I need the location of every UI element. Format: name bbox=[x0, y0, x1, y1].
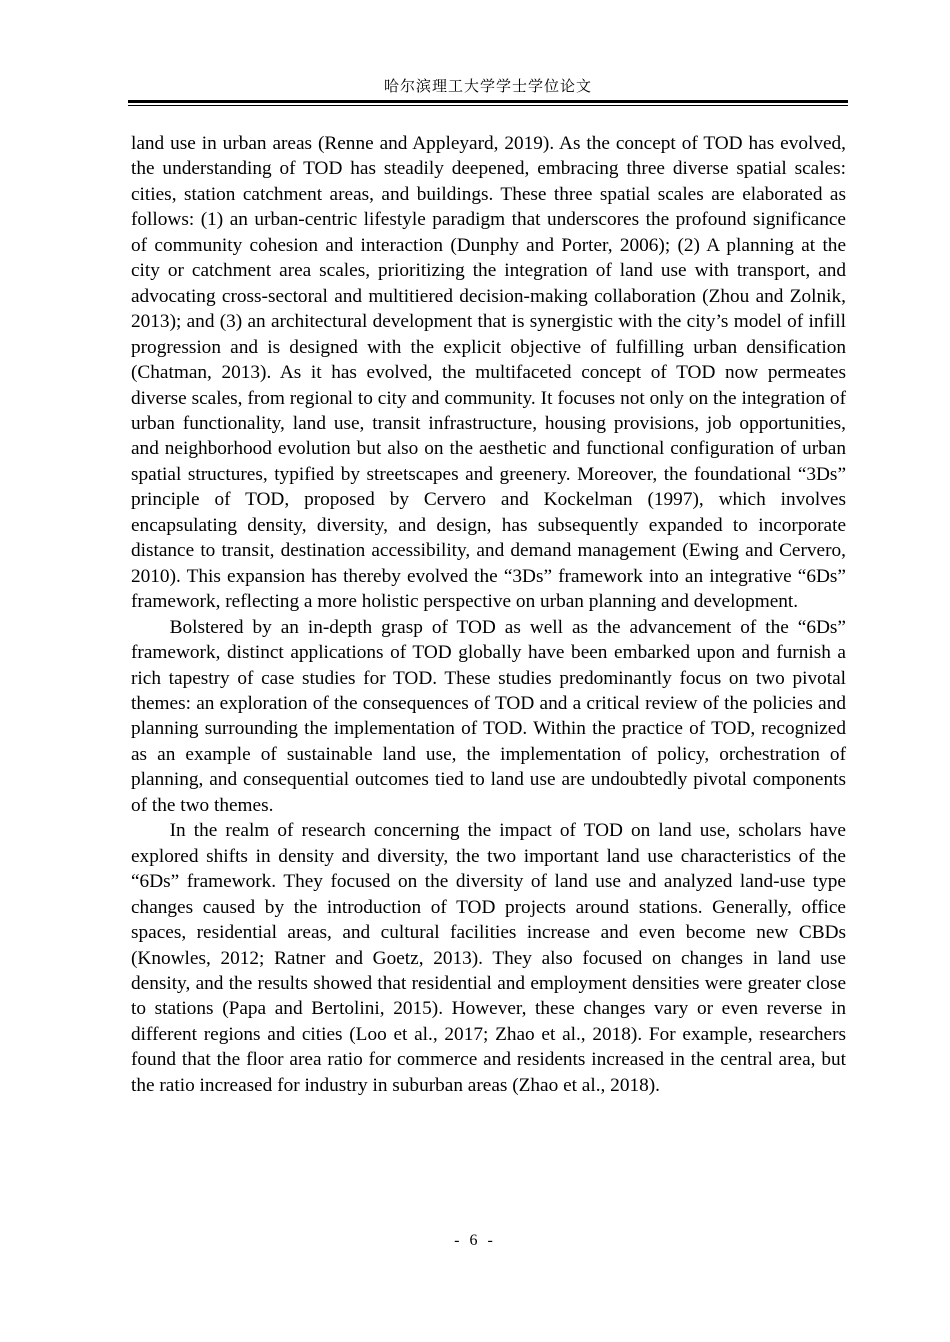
paragraph-continued: land use in urban areas (Renne and Appleyard, 2019). As the concept of TOD has evolved, the understanding of TOD has steadily deepened, embracing three diverse spatial scales: cities, station catchment areas, and buildings. These three spatial scales are elaborated as follows: (1) an urban-centric lifestyle paradigm that underscores the profound significance of community cohesion and interaction (Dunphy and Porter, 2006); (2) A planning at the city or catchment area scales, prioritizing the integration of land use with transport, and advocating cross-sectoral and multitiered decision-making collaboration (Zhou and Zolnik, 2013); and (3) an architectural development that is synergistic with the city’s model of infill progression and is designed with the explicit objective of fulfilling urban densification (Chatman, 2013). As it has evolved, the multifaceted concept of TOD now permeates diverse scales, from regional to city and community. It focuses not only on the integration of urban functionality, land use, transit infrastructure, housing provisions, job opportunities, and neighborhood evolution but also on the aesthetic and functional configuration of urban spatial structures, typified by streetscapes and greenery. Moreover, the foundational “3Ds” principle of TOD, proposed by Cervero and Kockelman (1997), which involves encapsulating density, diversity, and design, has subsequently expanded to incorporate distance to transit, destination accessibility, and demand management (Ewing and Cervero, 2010). This expansion has thereby evolved the “3Ds” framework into an integrative “6Ds” framework, reflecting a more holistic perspective on urban planning and development. bbox=[131, 133, 846, 613]
page-number: - 6 - bbox=[454, 1232, 496, 1249]
running-header: 哈尔滨理工大学学士学位论文 bbox=[383, 77, 592, 95]
header-rule-thin bbox=[128, 105, 848, 106]
paragraph-tod-applications: Bolstered by an in-depth grasp of TOD as well as the advancement of the “6Ds” framework, distinct applications of TOD globally have been embarked upon and furnish a rich tapestry of case studies for TOD. These studies predominantly focus on two pivotal themes: an exploration of the consequences of TOD and a critical review of the policies and planning surrounding the implementation of TOD. Within the practice of TOD, recognized as an example of sustainable land use, the implementation of policy, orchestration of planning, and consequential outcomes tied to land use are undoubtedly pivotal components of the two themes. bbox=[131, 616, 846, 816]
header-rule-thick bbox=[128, 100, 848, 103]
paragraph-land-use-impact: In the realm of research concerning the impact of TOD on land use, scholars have explored shifts in density and diversity, the two important land use characteristics of the “6Ds” framework. They focused on the diversity of land use and analyzed land-use type changes caused by the introduction of TOD projects around stations. Generally, office spaces, residential areas, and cultural facilities increase and even become new CBDs (Knowles, 2012; Ratner and Goetz, 2013). They also focused on changes in land use density, and the results showed that residential and employment densities were greater close to stations (Papa and Bertolini, 2015). However, these changes vary or even reverse in different regions and cities (Loo et al., 2017; Zhao et al., 2018). For example, researchers found that the floor area ratio for commerce and residents increased in the central area, but the ratio increased for industry in suburban areas (Zhao et al., 2018). bbox=[131, 820, 846, 1096]
body-text bbox=[131, 131, 846, 1098]
